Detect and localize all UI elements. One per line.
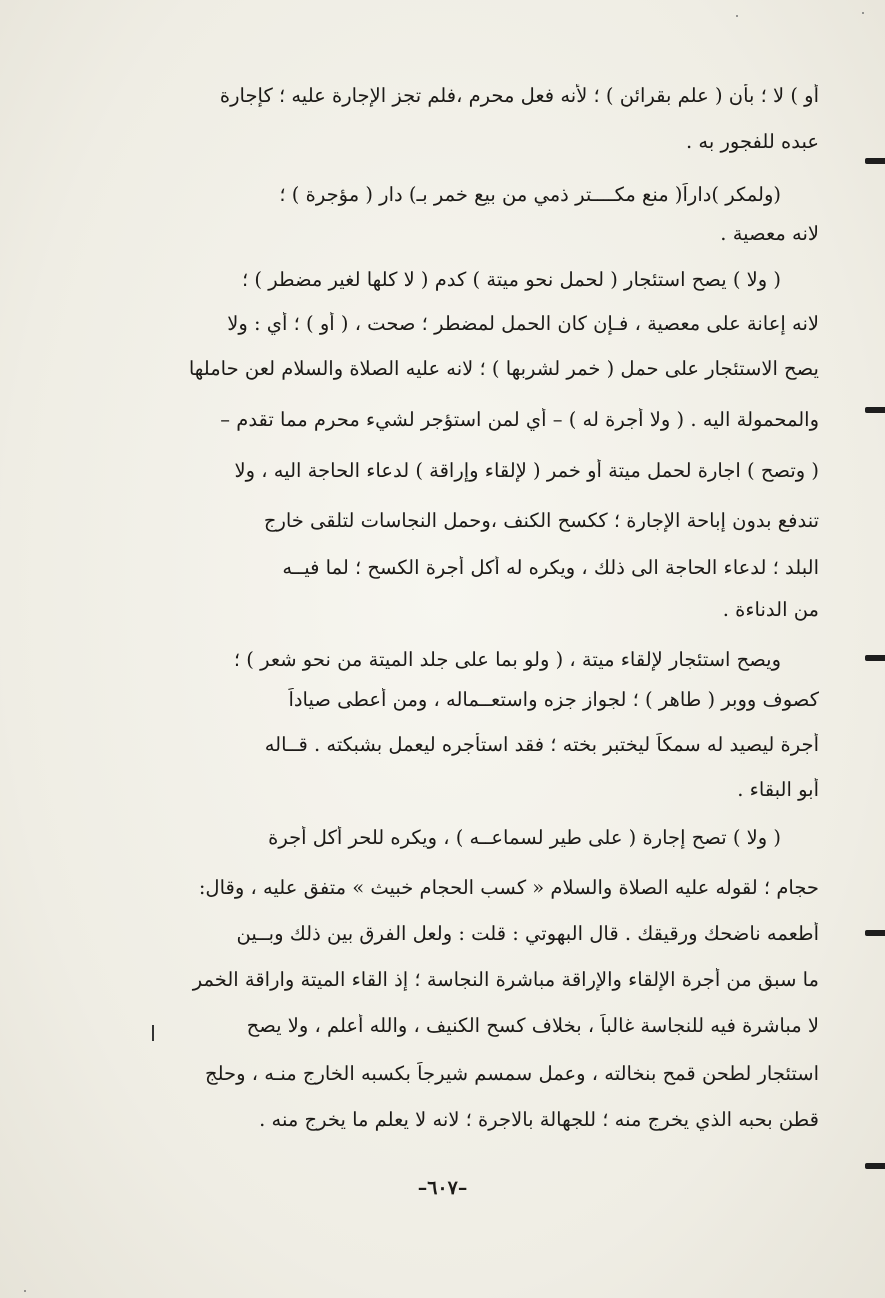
scan-speck	[736, 15, 738, 17]
scan-edge-mark	[865, 655, 885, 661]
text-line-20: ما سبق من أجرة الإلقاء والإراقة مباشرة النجاسة ؛ إذ القاء الميتة واراقة الخمر	[192, 968, 819, 991]
text-line-16: أبو البقاء .	[737, 778, 819, 801]
text-line-21: لا مباشرة فيه للنجاسة غالباً ، بخلاف كسح الكنيف ، والله أعلم ، ولا يصح	[246, 1014, 819, 1037]
text-line-23: قطن بحبه الذي يخرج منه ؛ للجهالة بالاجرة ؛ لانه لا يعلم ما يخرج منه .	[259, 1108, 819, 1131]
text-line-4: لانه معصية .	[720, 222, 819, 245]
text-line-14: كصوف ووبر ( طاهر ) ؛ لجواز جزه واستعــماله ، ومن أعطى صياداً	[288, 688, 819, 711]
scan-edge-mark	[865, 930, 885, 936]
margin-tick	[152, 1025, 154, 1041]
text-line-3: (ولمكر )داراً( منع مكــــتر ذمي من بيع خمر بـ) دار ( مؤجرة ) ؛	[279, 183, 781, 206]
scan-edge-mark	[865, 1163, 885, 1169]
text-line-8: والمحمولة اليه . ( ولا أجرة له ) – أي لمن استؤجر لشيء محرم مما تقدم –	[220, 408, 819, 431]
text-line-11: البلد ؛ لدعاء الحاجة الى ذلك ، ويكره له أكل أجرة الكسح ؛ لما فيــه	[282, 556, 819, 579]
text-line-12: من الدناءة .	[722, 598, 819, 621]
text-line-5: ( ولا ) يصح استئجار ( لحمل نحو ميتة ) كدم ( لا كلها لغير مضطر ) ؛	[242, 268, 781, 291]
text-line-10: تندفع بدون إباحة الإجارة ؛ ككسح الكنف ،وحمل النجاسات لتلقى خارج	[263, 509, 819, 532]
text-line-2: عبده للفجور به .	[686, 130, 819, 153]
page-number: –٦٠٧–	[417, 1177, 468, 1199]
text-line-13: ويصح استئجار لإلقاء ميتة ، ( ولو بما على جلد الميتة من نحو شعر ) ؛	[233, 648, 781, 671]
text-line-18: حجام ؛ لقوله عليه الصلاة والسلام « كسب الحجام خبيث » متفق عليه ، وقال:	[198, 876, 819, 899]
text-line-22: استئجار لطحن قمح بنخالته ، وعمل سمسم شيرجاً بكسبه الخارج منـه ، وحلج	[204, 1062, 819, 1085]
text-line-7: يصح الاستئجار على حمل ( خمر لشربها ) ؛ لانه عليه الصلاة والسلام لعن حاملها	[188, 357, 819, 380]
scan-speck	[24, 1290, 26, 1292]
text-line-1: أو ) لا ؛ بأن ( علم بقرائن ) ؛ لأنه فعل محرم ،فلم تجز الإجارة عليه ؛ كإجارة	[219, 84, 819, 107]
text-line-17: ( ولا ) تصح إجارة ( على طير لسماعــه ) ، ويكره للحر أكل أجرة	[268, 826, 781, 849]
scan-edge-mark	[865, 407, 885, 413]
text-line-19: أطعمه ناضحك ورقيقك . قال البهوتي : قلت : ولعل الفرق بين ذلك وبــين	[236, 922, 819, 945]
scan-edge-mark	[865, 158, 885, 164]
text-line-9: ( وتصح ) اجارة لحمل ميتة أو خمر ( لإلقاء وإراقة ) لدعاء الحاجة اليه ، ولا	[234, 459, 819, 482]
text-line-15: أجرة ليصيد له سمكاً ليختبر بخته ؛ فقد استأجره ليعمل بشبكته . قــاله	[264, 733, 819, 756]
scan-speck	[862, 12, 864, 14]
text-line-6: لانه إعانة على معصية ، فـإن كان الحمل لمضطر ؛ صحت ، ( أو ) ؛ أي : ولا	[227, 312, 819, 335]
